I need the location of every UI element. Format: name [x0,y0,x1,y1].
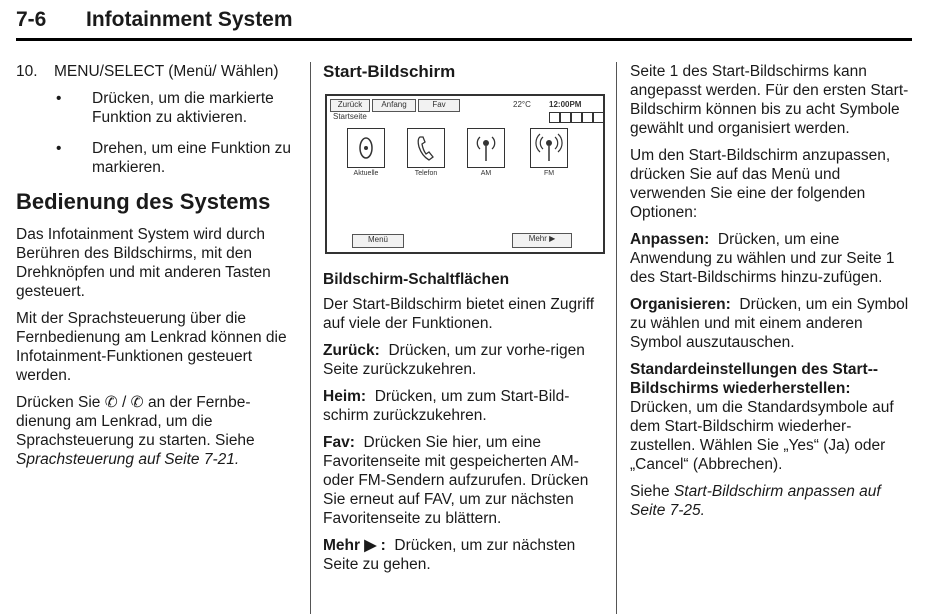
paragraph: Um den Start-Bildschirm anzupassen, drücken Sie auf das Menü und verwenden Sie eine der folgenden Optionen: [630,147,891,221]
definition: Drücken, um eine Anwendung zu wählen und zur Seite 1 des Start-Bildschirms hinzu-zufügen. [630,231,895,286]
paragraph: Seite 1 des Start-Bildschirms kann angepasst werden. Für den ersten Start-Bildschirm können bis zu acht Symbole gewählt und organisiert werden. [630,63,909,137]
back-button: Zurück [330,99,370,112]
definition: Drücken Sie hier, um eine Favoritenseite mit gespeicherten AM- oder FM-Sendern aufzurufen. Drücken Sie erneut auf FAV, um zur nächsten Favoritenseite zu blättern. [323,434,589,527]
voice-control-icon: ✆ / ✆ [104,394,144,411]
paragraph [323,387,605,425]
term: Mehr [323,537,361,554]
term: Anpassen: [630,231,710,248]
play-arrow-icon: ▶ [364,537,377,554]
term: Zurück: [323,342,380,359]
cross-reference: Start-Bildschirm anpassen auf Seite 7-25. [630,483,881,519]
column-3 [630,62,914,528]
status-icon [560,112,571,123]
paragraph [630,230,914,287]
temperature: 22°C [513,100,531,109]
bullet-text: Drehen, um eine Funktion zu markieren. [92,140,292,176]
icon-label: AM [480,170,492,177]
term-suffix: : [380,537,386,554]
section-number: 7-6 [16,8,47,31]
column-divider [310,62,311,614]
text: Drücken Sie [16,394,101,411]
paragraph [323,433,605,528]
column-2 [323,62,605,582]
paragraph: Der Start-Bildschirm bietet einen Zugriff auf viele der Funktionen. [323,296,595,332]
status-icon [582,112,593,123]
paragraph: Mit der Sprachsteuerung über die Fernbedienung am Lenkrad können die Infotainment-Funktionen gesteuert werden. [16,310,287,384]
text: an der Fernbe-dienung am Lenkrad, um die Sprachsteuerung zu starten. Siehe [16,394,255,449]
term: Fav: [323,434,355,451]
text: Siehe [630,483,670,500]
page-title: Infotainment System [86,8,293,31]
term: Organisieren: [630,296,731,313]
home-button: Anfang [372,99,416,112]
clock: 12:00PM [549,100,582,109]
play-arrow-icon: ▶ [549,234,556,243]
cross-reference: Sprachsteuerung auf Seite 7-21. [16,451,240,468]
menu-button: Menü [352,234,404,248]
fav-button: Fav [418,99,460,112]
term: Standardeinstellungen des Start-- Bildschirms wiederherstellen: [630,361,879,397]
icon-label: Telefon [414,170,438,177]
bullet-text: Drücken, um die markierte Funktion zu aktivieren. [92,90,274,126]
definition: Drücken, um die Standardsymbole auf dem Start-Bildschirm wiederher-zustellen. Wählen Sie „Yes“ (Ja) oder „Cancel“ (Abbrechen). [630,399,894,473]
definition: Drücken, um ein Symbol zu wählen und mit einem anderen Symbol auszutauschen. [630,296,909,351]
paragraph [630,482,914,520]
bullet-icon: • [56,90,62,107]
paragraph [323,341,605,379]
bullet-item [16,89,300,127]
paragraph [16,393,300,469]
definition: Drücken, um zum Start-Bild-schirm zurückzukehren. [323,388,570,424]
radio-antenna-icon [530,128,568,168]
icon-label: Aktuelle [353,170,379,177]
term: Heim: [323,388,367,405]
radio-antenna-icon [467,128,505,168]
home-screen-illustration [325,94,605,254]
section-heading: Start-Bildschirm [323,62,456,81]
subheading: Bildschirm-Schaltflächen [323,271,510,288]
paragraph: Das Infotainment System wird durch Berühren des Bildschirms, mit den Drehknöpfen und mit anderen Tasten gesteuert. [16,226,271,300]
page-header [16,8,912,41]
icon-label: FM [543,170,555,177]
item-number: 10. [16,63,38,80]
definition: Drücken, um zur vorhe-rigen Seite zurückzukehren. [323,342,585,378]
status-icon [549,112,560,123]
paragraph [630,360,914,474]
column-divider [616,62,617,614]
section-heading: Bedienung des Systems [16,189,271,214]
more-button-label: Mehr [528,234,547,243]
paragraph [630,295,914,352]
page-label: Startseite [333,112,367,121]
bullet-icon: • [56,140,62,157]
status-icon [571,112,582,123]
status-icon [593,112,604,123]
list-item [16,62,300,81]
disc-icon [347,128,385,168]
bullet-item [16,139,300,177]
item-label: MENU/SELECT (Menü/ Wählen) [54,63,279,80]
column-1 [16,62,300,477]
definition: Drücken, um zur nächsten Seite zu gehen. [323,537,576,573]
paragraph [323,536,605,574]
phone-icon [407,128,445,168]
more-button [512,233,572,248]
